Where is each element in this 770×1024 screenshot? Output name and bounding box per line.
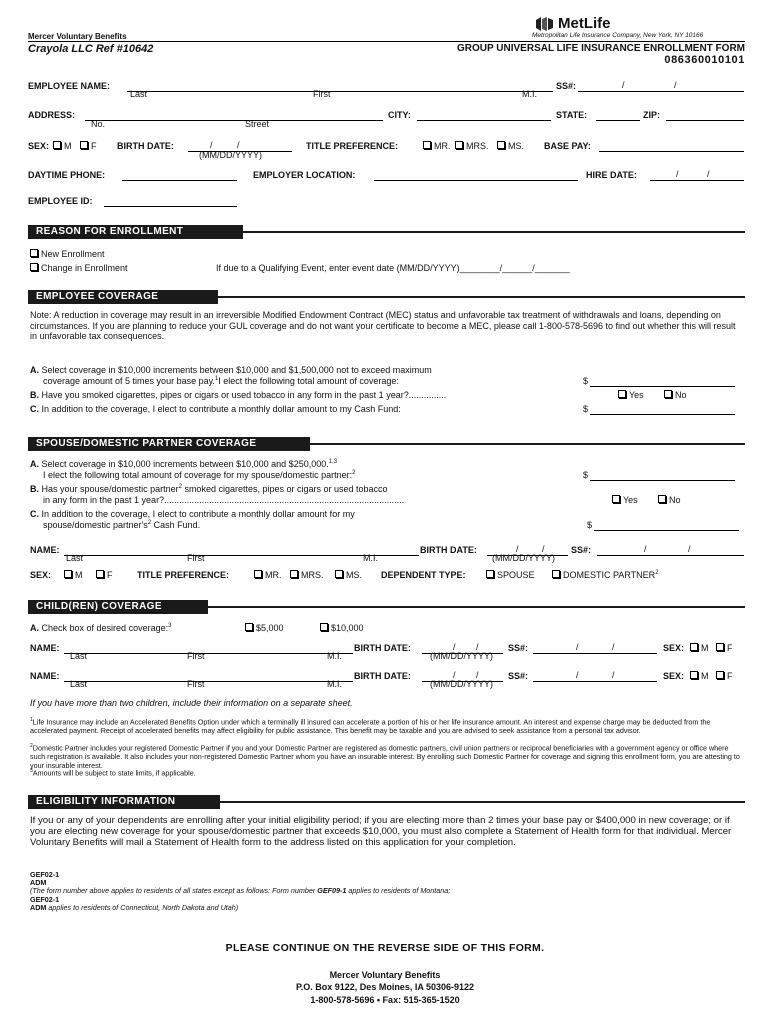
footer-phone-fax: 1-800-578-5696 • Fax: 515-365-1520 [310,995,460,1005]
employee-item-c: C. In addition to the coverage, I elect to contribute a monthly dollar amount to my Cash Fund: [30,404,401,414]
dependent-domestic-partner-option[interactable]: DOMESTIC PARTNER$^2$ [552,570,659,580]
employee-tobacco-no[interactable]: No [664,390,687,400]
child1-name-field[interactable] [64,653,353,654]
employee-item-a-line2: coverage amount of 5 times your base pay.$^1$I elect the following total amount of coverage: [43,376,399,386]
checkbox-icon[interactable] [335,570,343,578]
employee-id-label: EMPLOYEE ID: [28,196,93,206]
birth-date-label: BIRTH DATE: [117,141,174,151]
zip-label: ZIP: [643,110,660,120]
checkbox-icon[interactable] [64,570,72,578]
checkbox-icon[interactable] [618,390,626,398]
employee-name-field[interactable] [127,91,553,92]
child-5000-option[interactable]: $5,000 [245,623,284,633]
spouse-ssn-label: SS#: [571,545,592,555]
title-mrs-option[interactable]: MRS. [455,141,489,151]
checkbox-icon[interactable] [486,570,494,578]
checkbox-icon[interactable] [53,141,61,149]
base-pay-label: BASE PAY: [544,141,591,151]
section-header-employee-coverage: EMPLOYEE COVERAGE [28,290,745,304]
qualifying-event-date-field[interactable]: If due to a Qualifying Event, enter event date (MM/DD/YYYY)________/______/_______ [216,263,570,273]
employee-id-field[interactable] [104,206,237,207]
child-10000-option[interactable]: $10,000 [320,623,364,633]
checkbox-icon[interactable] [658,495,666,503]
last-caption: Last [130,89,148,99]
section-header-spouse-coverage: SPOUSE/DOMESTIC PARTNER COVERAGE [28,437,745,451]
eligibility-text: If you or any of your dependents are enrolling after your initial eligibility period; if you are electing more than 2 times your base pay or $400,000 in new coverage; or if you are electing new coverage for your spouse/domestic partner that exceeds $10,000, you must also complete a Statement of Health form for that individual. Mercer Voluntary Benefits will mail a Statement of Health form to the address listed on this application for your completion. [30,815,732,848]
child2-ssn-label: SS#: [508,671,529,681]
checkbox-icon[interactable] [30,263,38,271]
child2-birth-format: (MM/DD/YYYY) [430,679,493,689]
insurer-address: Metropolitan Life Insurance Company, New York, NY 10166 [532,32,704,39]
daytime-phone-label: DAYTIME PHONE: [28,170,106,180]
child1-first-caption: First [187,651,205,661]
spouse-tobacco-yes[interactable]: Yes [612,495,638,505]
child1-birth-label: BIRTH DATE: [354,643,411,653]
spouse-coverage-amount-field[interactable]: $ [583,470,589,480]
form-code-1-adm: ADM [30,878,47,887]
sex-m-option[interactable]: M [53,141,72,151]
first-caption: First [313,89,331,99]
child2-birth-label: BIRTH DATE: [354,671,411,681]
footer-org: Mercer Voluntary Benefits [329,970,441,980]
dependent-spouse-option[interactable]: SPOUSE [486,570,535,580]
footnote-3: $^3$Amounts will be subject to state limits, if applicable. [30,768,196,778]
checkbox-icon[interactable] [612,495,620,503]
no-caption: No. [91,119,106,129]
dependent-type-label: DEPENDENT TYPE: [381,570,466,580]
spouse-title-ms[interactable]: MS. [335,570,362,580]
new-enrollment-option[interactable]: New Enrollment [30,249,105,259]
spouse-title-label: TITLE PREFERENCE: [137,570,230,580]
child-item-a: A. Check box of desired coverage:$^3$ [30,623,172,633]
child1-ssn-label: SS#: [508,643,529,653]
title-ms-option[interactable]: MS. [497,141,524,151]
form-code-2: GEF02-1 [30,895,60,904]
spouse-item-a: A. Select coverage in $10,000 increments between $10,000 and $250,000.$^{1,3}$ [30,459,338,469]
spouse-title-mr[interactable]: MR. [254,570,282,580]
city-field[interactable] [417,120,551,121]
employee-coverage-amount-field[interactable]: $ [583,376,589,386]
employee-item-a: A. Select coverage in $10,000 increments between $10,000 and $1,500,000 not to exceed maximum [30,365,432,375]
form-code-note-2: ADM applies to residents of Connecticut, North Dakota and Utah) [30,903,239,912]
section-header-reason: REASON FOR ENROLLMENT [28,225,745,239]
section-header-eligibility: ELIGIBILITY INFORMATION [28,795,745,809]
group-reference: Crayola LLC Ref #10642 [28,43,154,55]
ssn-field[interactable] [578,91,744,92]
sex-f-option[interactable]: F [80,141,97,151]
checkbox-icon[interactable] [690,671,698,679]
change-enrollment-option[interactable]: Change in Enrollment [30,263,128,273]
checkbox-icon[interactable] [423,141,431,149]
spouse-item-c-line2: spouse/domestic $partner's^2$ Cash Fund. [43,520,201,530]
child2-name-label: NAME: [30,671,60,681]
spouse-birth-label: BIRTH DATE: [420,545,477,555]
section-header-child-coverage: CHILD(REN) COVERAGE [28,600,745,614]
employee-name-label: EMPLOYEE NAME: [28,81,111,91]
title-mr-option[interactable]: MR. [423,141,451,151]
spouse-item-a-line2: I elect the following total amount of coverage for my spouse/domestic partner:$^2$ [43,470,356,480]
checkbox-icon[interactable] [455,141,463,149]
sponsor-name: Mercer Voluntary Benefits [28,32,127,41]
employee-item-b: B. Have you smoked cigarettes, pipes or cigars or used tobacco in any form in the past 1 year?............... [30,390,447,400]
zip-field[interactable] [666,120,744,121]
child1-sex-label: SEX: [663,643,685,653]
checkbox-icon[interactable] [245,623,253,631]
employer-location-label: EMPLOYER LOCATION: [253,170,356,180]
header-rule [28,41,745,42]
child2-sex-f[interactable]: F [716,671,733,681]
checkbox-icon[interactable] [96,570,104,578]
spouse-title-mrs[interactable]: MRS. [290,570,324,580]
spouse-birth-format: (MM/DD/YYYY) [492,553,555,563]
continue-notice: PLEASE CONTINUE ON THE REVERSE SIDE OF THIS FORM. [225,942,545,954]
mi-caption: M.I. [522,89,537,99]
checkbox-icon[interactable] [254,570,262,578]
spouse-ssn-field[interactable] [597,555,744,556]
spouse-first-caption: First [187,553,205,563]
spouse-sex-f[interactable]: F [96,570,113,580]
child2-first-caption: First [187,679,205,689]
employee-cash-fund-field[interactable]: $ [583,404,589,414]
checkbox-icon[interactable] [664,390,672,398]
metlife-logo-icon [536,17,554,31]
checkbox-icon[interactable] [552,570,560,578]
address-label: ADDRESS: [28,110,76,120]
ssn-label: SS#: [556,81,577,91]
spouse-sex-m[interactable]: M [64,570,83,580]
checkbox-icon[interactable] [290,570,298,578]
spouse-item-b: B. Has your spouse/domestic partner$^2$ smoked cigarettes, pipes or cigars or used tobacco [30,484,388,494]
employer-location-field[interactable] [374,180,578,181]
spouse-sex-label: SEX: [30,570,52,580]
child1-last-caption: Last [70,651,88,661]
checkbox-icon[interactable] [690,643,698,651]
spouse-mi-caption: M.I. [363,553,378,563]
mec-note: Note: A reduction in coverage may result in an irreversible Modified Endowment Contract (MEC) status and unfavorable tax treatment of withdrawals and loans, depending on circumstances. If you are planning to reduce your GUL coverage and do not want your certificate to become a MEC, please call 1-800-578-5696 to find out whether this will result in unfavorable tax consequences. [30,310,736,341]
checkbox-icon[interactable] [716,671,724,679]
extra-children-note: If you have more than two children, include their information on a separate sheet. [30,698,353,708]
checkbox-icon[interactable] [30,249,38,257]
child1-mi-caption: M.I. [327,651,342,661]
checkbox-icon[interactable] [716,643,724,651]
child1-sex-m[interactable]: M [690,643,709,653]
footnote-2: $^2$Domestic Partner includes your registered Domestic Partner if you and your Domestic Partner are registered as domestic partners, civil union partners or reciprocal beneficiaries with a government agency or office where such registration is available. It also includes your non-registered Domestic Partner whom you have an insurable interest. By enrolling such Domestic Partner for coverage and signing this enrollment form, you are attesting to your insurable interest. [30,743,740,770]
footer-address: P.O. Box 9122, Des Moines, IA 50306-9122 [295,982,475,992]
spouse-item-c: C. In addition to the coverage, I elect to contribute a monthly dollar amount for my [30,509,355,519]
base-pay-field[interactable] [599,151,744,152]
spouse-item-b-line2: in any form in the past 1 year?................................................................................................ [43,495,405,505]
spouse-name-label: NAME: [30,545,60,555]
form-code-1: GEF02-1 [30,870,60,879]
form-code-note-1: (The form number above applies to residents of all states except as follows: Form number GEF09-1 applies to residents of Montana; [30,886,451,895]
child1-birth-format: (MM/DD/YYYY) [430,651,493,661]
street-caption: Street [245,119,270,129]
form-number: 086360010101 [664,54,745,66]
spouse-cash-fund-field[interactable]: $ [587,520,593,530]
child2-last-caption: Last [70,679,88,689]
employee-tobacco-yes[interactable]: Yes [618,390,644,400]
city-label: CITY: [388,110,411,120]
footnote-1: $^1$Life Insurance may include an Accelerated Benefits Option under which a terminally ill insured can accelerate a portion of his or her life insurance amount. An interest and expense charge may be deducted from the accelerated payment. Receipt of accelerated benefits may affect eligibility for public assistance. This benefit may be taxable and you are advised to seek assistance from a personal tax advisor. [30,717,711,735]
address-field[interactable] [85,120,383,121]
child2-mi-caption: M.I. [327,679,342,689]
daytime-phone-field[interactable] [122,180,237,181]
checkbox-icon[interactable] [80,141,88,149]
brand-name: MetLife [558,15,611,32]
state-field[interactable] [596,120,640,121]
child1-name-label: NAME: [30,643,60,653]
spouse-tobacco-no[interactable]: No [658,495,681,505]
child1-ssn-field[interactable] [533,653,657,654]
child2-sex-label: SEX: [663,671,685,681]
checkbox-icon[interactable] [497,141,505,149]
hire-date-field[interactable] [650,180,744,181]
form-title: GROUP UNIVERSAL LIFE INSURANCE ENROLLMENT FORM [457,43,745,54]
spouse-last-caption: Last [66,553,84,563]
child1-sex-f[interactable]: F [716,643,733,653]
sex-label: SEX: [28,141,50,151]
checkbox-icon[interactable] [320,623,328,631]
state-label: STATE: [556,110,588,120]
title-preference-label: TITLE PREFERENCE: [306,141,399,151]
child2-sex-m[interactable]: M [690,671,709,681]
child2-ssn-field[interactable] [533,681,657,682]
birth-format-caption: (MM/DD/YYYY) [199,150,262,160]
child2-name-field[interactable] [64,681,353,682]
hire-date-label: HIRE DATE: [586,170,637,180]
